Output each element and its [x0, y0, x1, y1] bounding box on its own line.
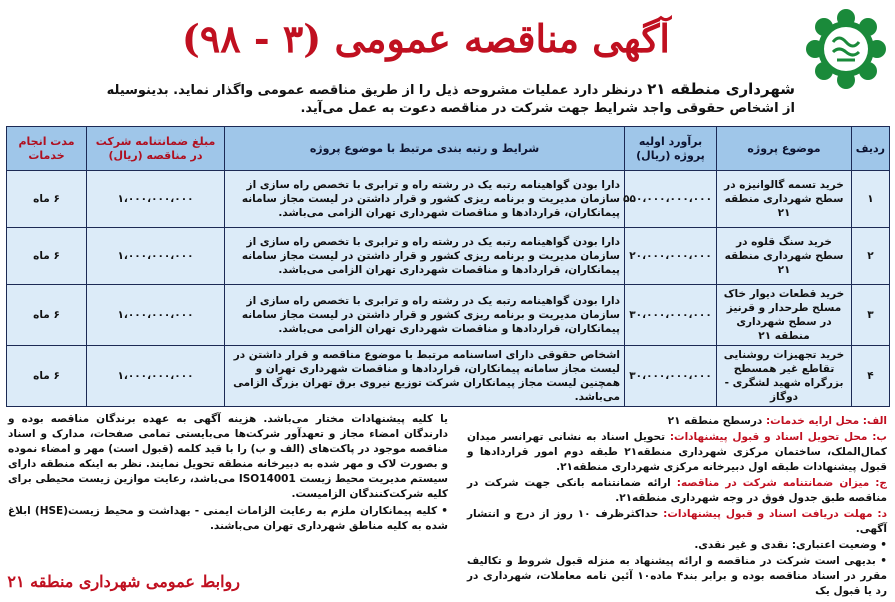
- cell-conditions: دارا بودن گواهینامه رتبه یک در رشته راه و ترابری با تخصص راه سازی از سازمان مدیریت و برنامه ریزی کشور و قرار داشتن در لیست مجاز سامانه پیمانکاران، قراردادها و مناقصات شهرداری تهران الزامی می‌باشد.: [225, 285, 625, 346]
- cell-subject: خرید تسمه گالوانیزه در سطح شهرداری منطقه ۲۱: [717, 171, 852, 228]
- cell-subject: خرید سنگ قلوه در سطح شهرداری منطقه ۲۱: [717, 228, 852, 285]
- cell-conditions: دارا بودن گواهینامه رتبه یک در رشته راه و ترابری با تخصص راه سازی از سازمان مدیریت و برنامه ریزی کشور و قرار داشتن در لیست مجاز سامانه پیمانکاران، قراردادها و مناقصات شهرداری تهران الزامی می‌باشد.: [225, 228, 625, 285]
- cell-row-number: ۱: [852, 171, 890, 228]
- detail-paragraph: • کلیه پیمانکاران ملزم به رعایت الزامات ایمنی - بهداشت و محیط زیست(HSE) ابلاغ شده به کلیه مناطق شهرداری تهران می‌باشند.: [8, 505, 448, 532]
- cell-guarantee: ۱،۰۰۰،۰۰۰،۰۰۰: [87, 228, 225, 285]
- cell-estimate: ۲۰،۰۰۰،۰۰۰،۰۰۰: [625, 228, 717, 285]
- detail-item: د: مهلت دریافت اسناد و قبول پیشنهادات: حداکثرظرف ۱۰ روز از درج و انتشار آگهی.: [467, 508, 887, 535]
- intro-text: درنظر دارد عملیات مشروحه ذیل را از طریق مناقصه عمومی واگذار نماید. بدینوسیله از اشخاص حقوقی واجد شرایط جهت شرکت در مناقصه دعوت به عمل می‌آید.: [106, 83, 795, 116]
- detail-item: ج: میزان ضمانتنامه شرکت در مناقصه: ارائه ضمانتنامه بانکی جهت شرکت در مناقصه طبق جدول فوق در وجه شهرداری منطقه۲۱.: [467, 477, 887, 504]
- detail-item: • وضعیت اعتباری: نقدی و غیر نقدی.: [694, 539, 887, 551]
- cell-conditions: اشخاص حقوقی دارای اساسنامه مرتبط با موضوع مناقصه و قرار داشتن در لیست مجاز سامانه پیمانکاران، قراردادها و مناقصات شهرداری تهران و همچنین لیست مجاز پیمانکاران شرکت توزیع نیروی برق تهران بزرگ الزامی می‌باشد.: [225, 346, 625, 407]
- table-row: [7, 228, 890, 285]
- cell-subject: خرید قطعات دیوار خاک مسلح طرحدار و قرنیز در سطح شهرداری منطقه ۲۱: [717, 285, 852, 346]
- cell-row-number: ۴: [852, 346, 890, 407]
- tender-table: [6, 126, 890, 407]
- detail-item: • بدیهی است شرکت در مناقصه و ارائه پیشنهاد به منزله قبول شروط و تکالیف مقرر در اسناد مناقصه بوده و برابر بند۴ ماده۱۰ آئین نامه معاملات، شهرداری در رد یا قبول یک: [467, 555, 888, 597]
- cell-row-number: ۲: [852, 228, 890, 285]
- cell-row-number: ۳: [852, 285, 890, 346]
- cell-estimate: ۳۰،۰۰۰،۰۰۰،۰۰۰: [625, 346, 717, 407]
- signature: روابط عمومی شهرداری منطقه ۲۱: [7, 572, 240, 591]
- cell-estimate: ۵۵۰،۰۰۰،۰۰۰،۰۰۰: [625, 171, 717, 228]
- table-row: [7, 171, 890, 228]
- cell-duration: ۶ ماه: [7, 171, 87, 228]
- header-subject: موضوع پروژه: [717, 127, 852, 171]
- detail-item: ب: محل تحویل اسناد و قبول پیشنهادات: تحویل اسناد به نشانی تهرانسر میدان کمال‌الملک، ساختمان مرکزی شهرداری منطقه۲۱ طبقه دوم امور قراردادها و قبول پیشنهادات طبقه اول دبیرخانه مرکزی شهرداری منطقه۲۱.: [467, 431, 887, 473]
- cell-estimate: ۳۰،۰۰۰،۰۰۰،۰۰۰: [625, 285, 717, 346]
- table-header-row: [7, 127, 890, 171]
- tehran-municipality-logo-icon: [803, 6, 889, 92]
- header-row-number: ردیف: [852, 127, 890, 171]
- detail-paragraph: یا کلیه پیشنهادات مختار می‌باشد. هزینه آگهی به عهده برندگان مناقصه بوده و دارندگان امضاء مجاز و تعهدآور شرکت‌ها می‌بایستی تمامی صفحات، مدارک و اسناد مناقصه موجود در پاکت‌های (الف و ب) را با قید کلمه (قبول است) مهر و امضاء نموده و بصورت لاک و مهر شده به دبیرخانه منطقه تحویل نمایند. نظر به اینکه منطقه دارای سیستم مدیریت محیط زیست ISO14001 می‌باشد، رعایت موازین زیست محیطی برای کلیه شرکت‌کنندگان الزامیست.: [8, 413, 448, 500]
- details-right-column: [467, 414, 887, 600]
- header-duration: مدت انجام خدمات: [7, 127, 87, 171]
- table-row: [7, 346, 890, 407]
- cell-guarantee: ۱،۰۰۰،۰۰۰،۰۰۰: [87, 346, 225, 407]
- details-left-column: [8, 412, 448, 536]
- organization-name: شهرداری منطقه ۲۱: [647, 80, 795, 98]
- detail-item: الف: محل ارایه خدمات: درسطح منطقه ۲۱: [667, 415, 887, 427]
- cell-conditions: دارا بودن گواهینامه رتبه یک در رشته راه و ترابری با تخصص راه سازی از سازمان مدیریت و برنامه ریزی کشور و قرار داشتن در لیست مجاز سامانه پیمانکاران، قراردادها و مناقصات شهرداری تهران الزامی می‌باشد.: [225, 171, 625, 228]
- cell-subject: خرید تجهیزات روشنایی تقاطع غیر همسطح بزرگراه شهید لشگری - دوگاز: [717, 346, 852, 407]
- page-title: آگهی مناقصه عمومی (۳ - ۹۸): [181, 16, 670, 61]
- cell-guarantee: ۱،۰۰۰،۰۰۰،۰۰۰: [87, 285, 225, 346]
- intro-paragraph: [105, 80, 795, 118]
- cell-duration: ۶ ماه: [7, 228, 87, 285]
- header-conditions: شرایط و رتبه بندی مرتبط با موضوع پروژه: [225, 127, 625, 171]
- cell-duration: ۶ ماه: [7, 346, 87, 407]
- header-guarantee: مبلغ ضمانتنامه شرکت در مناقصه (ریال): [87, 127, 225, 171]
- cell-guarantee: ۱،۰۰۰،۰۰۰،۰۰۰: [87, 171, 225, 228]
- header-estimate: برآورد اولیه پروژه (ریال): [625, 127, 717, 171]
- cell-duration: ۶ ماه: [7, 285, 87, 346]
- table-row: [7, 285, 890, 346]
